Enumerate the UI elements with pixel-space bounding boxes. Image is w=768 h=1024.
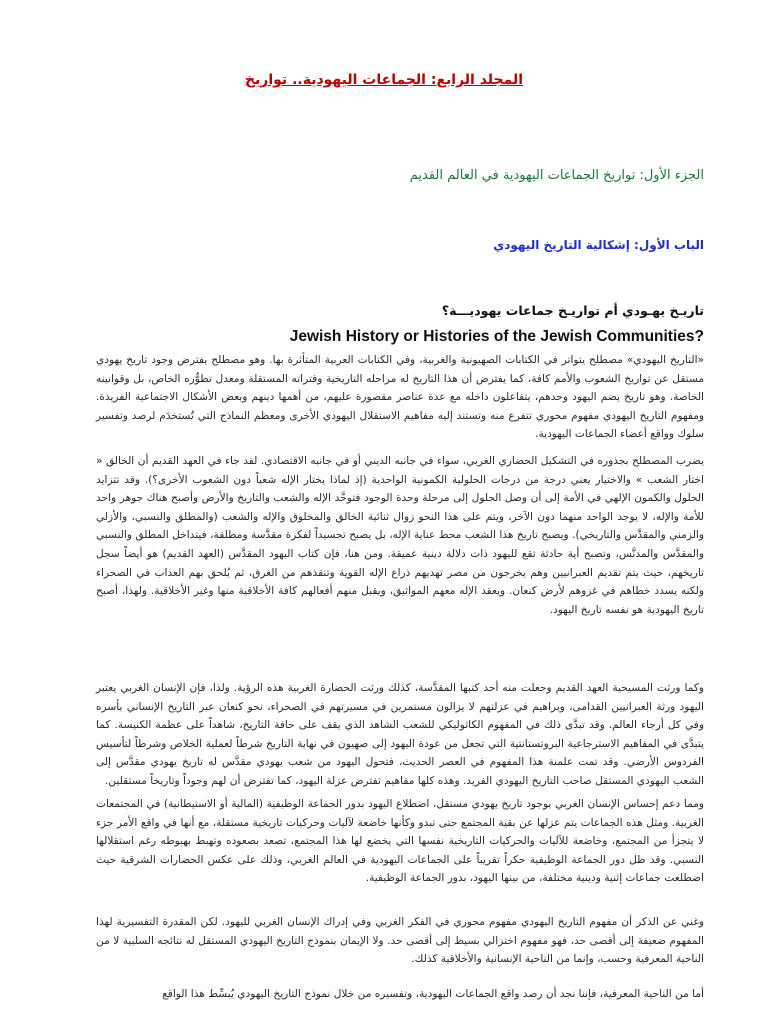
paragraph: وكما ورثت المسيحية العهد القديم وجعلت منه أحد كتبها المقدَّسة، كذلك ورثت الحضارة الغربية هذه الرؤية. ولذا، فإن الإنسان الغربي يعتبر اليهود ورثة العبرانيين القدامى، وبراهيم في عزلتهم لا يزالون مستمرين في مسيرتهم في الصحراء، نحو كنعان عبر التاريخ الإنساني بأسره وفي كل أرجاء العالم. وقد تبدَّى ذلك في المفهوم الكاثوليكي للشعب الشاهد الذي يقف على حافة التاريخ، شاهداً على عظمة الكنيسة. كما يتبدَّى في المفاهيم الاسترجاعية البروتستانتية التي تجعل من عودة اليهود إلى صهيون في نهاية التاريخ شرطاً لعملية الخلاص وشرطاً لتأسيس الفردوس الأرضي. وقد تمت علمنة هذا المفهوم في العصر الحديث، فتحول اليهود من شعب يهودي مقدَّس له تاريخ يهودي مقدَّس إلى الشعب اليهودي المستقل صاحب التاريخ اليهودي الفريد. وهذه كلها مفاهيم تفترض عزلة اليهود، كما تفترض أن لهم وجوداً وتاريخاً مستقلين.	[96, 682, 704, 787]
part-title: الجزء الأول: تواريخ الجماعات اليهودية في العالم القديم	[409, 168, 704, 183]
paragraph: أما من الناحية المعرفية، فإننا نجد أن رصد واقع الجماعات اليهودية، وتفسيره من خلال نموذج التاريخ اليهودي يُبسِّط هذا الواقع	[162, 988, 704, 1000]
paragraph: يضرب المصطلح بجذوره في التشكيل الحضاري الغربي، سواء في جانبه الديني أو في جانبه الاقتصادي. لقد جاء في العهد القديم أن الخالق « اختار الشعب » والاختيار يعني درجة من درجات الحلولية الكمونية الواحدية (إذ لماذا يختار الإله شعباً دون الشعوب الأخرى؟). وقد تتزايد الحلول والكمون الإلهي في الأمة إلى أن وصل الحلول إلى مرحلة وحدة الوجود فتوحَّد الإله والشعب والتاريخ والأرض وأصبح هناك جوهر واحد للأمة والإله، لا يوجد الواحد منهما دون الآخر، ويتم على هذا النحو زوال ثنائية الخالق والمخلوق والإله والشعب (والمطلق والنسبي، والأزلي والزمني والمقدَّس والتاريخي). ويصبح تاريخ هذا الشعب محط عناية الإله، بل يصبح تجسيداً لفكرة مقدَّسة ومطلقة، فيتداخل المطلق والنسبي والمقدَّس والمدنَّس، وتصبح أية حادثة تقع لليهود ذات دلالة دينية عميقة. ومن هنا، فإن كتاب اليهود المقدَّس (العهد القديم) هو أيضاً سجل تاريخهم، حيث يتم تقديم العبرانيين وهم يخرجون من مصر تهديهم ذراع الإله القوية وتنقذهم من الغرق، ثم يُلحق بهم العذاب في الصحراء ولكنه يسدد خطاهم في غزوهم لأرض كنعان. ويعقد الإله معهم المواثيق، ويقبل منهم أفعالهم كافة الأخلاقية منها وغير الأخلاقية. ولهذا، أصبح تاريخ اليهودية هو نفسه تاريخ اليهود.	[96, 455, 704, 616]
paragraph: ومما دعم إحساس الإنسان الغربي بوجود تاريخ يهودي مستقل، اضطلاع اليهود بدور الجماعة الوظيفية (المالية أو الاستيطانية) في المجتمعات الغربية. ومثل هذه الجماعات يتم عزلها عن بقية المجتمع حتى تبدو وكأنها خاضعة لآليات وحركيات تاريخية مستقلة، مع أنها في واقع الأمر جزء لا يتجزأ من المجتمع، وخاضعة للآليات والحركيات التاريخية نفسها التي يخضع لها هذا المجتمع، تصعد بصعوده وتهبط بهبوطه رغم استقلالها النسبي. وقد ظل دور الجماعة الوظيفية حكراً تقريباً على الجماعات اليهودية في العالم الغربي، وذلك على عكس الحضارات الشرقية حيث اضطلعت جماعات إثنية ودينية مختلفة، من بينها اليهود، بدور الجماعة الوظيفية.	[96, 798, 704, 885]
section-title-arabic: تاريـخ يهـودي أم تواريـخ جماعات يهوديـــة؟	[441, 303, 704, 318]
section-title-english: Jewish History or Histories of the Jewish Communities?	[289, 328, 704, 345]
paragraph: وغني عن الذكر أن مفهوم التاريخ اليهودي مفهوم محوري في الفكر الغربي وفي إدراك الإنسان الغربي لليهود. لكن المقدرة التفسيرية لهذا المفهوم ضعيفة إلى أقصى حد، فهو مفهوم اختزالي بسيط إلى أقصى حد. ولا الإيمان بنموذج التاريخ اليهودي المستقل له نتائجه السلبية لا من الناحية المعرفية وحسب، وإنما من الناحية الإنسانية والأخلاقية كذلك.	[96, 916, 704, 966]
chapter-title: الباب الأول: إشكالية التاريخ اليهودي	[493, 238, 704, 252]
volume-title: المجلد الرابع: الجماعات اليهودية.. تواريخ	[244, 72, 524, 88]
paragraph: «التاريخ اليهودي» مصطلح يتواتر في الكتابات الصهيونية والغربية، وفي الكتابات العربية المتأثرة بها. وهو مصطلح يفترض وجود تاريخ يهودي مستقل عن تواريخ الشعوب والأمم كافة، كما يفترض أن هذا التاريخ له مراحله التاريخية وفتراته المستقلة ومعدل تطوُّره الخاص، بل وقوانينه الخاصة. وهو تاريخ يضم اليهود وحدهم، يتفاعلون داخله مع عدة عناصر مقصورة عليهم، من أهمها دينهم وبعض الأشكال الاجتماعية الفريدة. ومفهوم التاريخ اليهودي مفهوم محوري تتفرع منه وتستند إليه مفاهيم الاستقلال اليهودي الأخرى ومعظم النماذج التي تُستخدَم لرصد وتفسير سلوك وواقع أعضاء الجماعات اليهودية.	[96, 354, 704, 441]
